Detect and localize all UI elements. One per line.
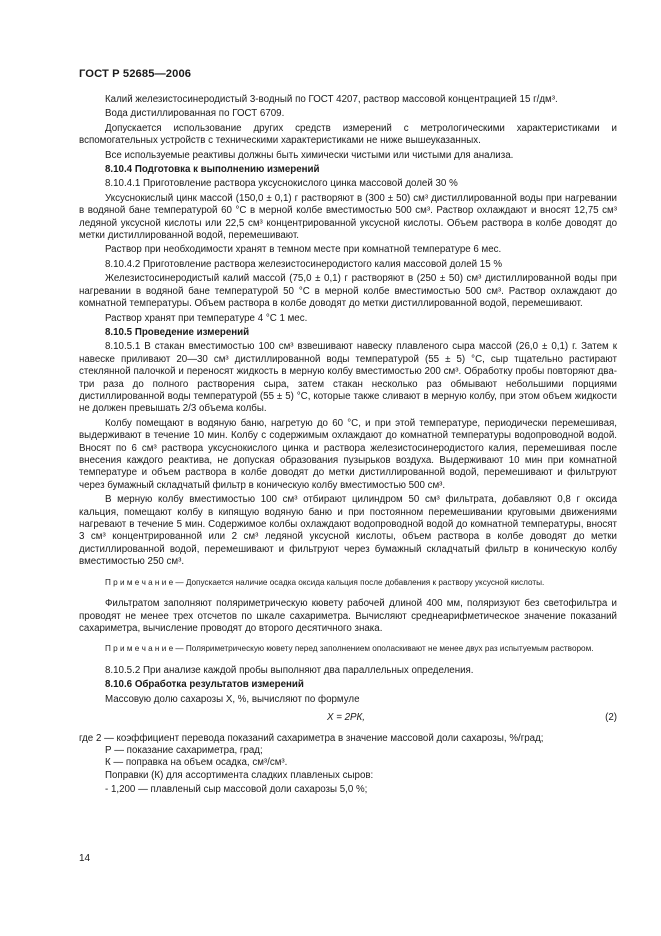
- formula-expression: Х = 2РК,: [327, 712, 365, 724]
- body-paragraph: 8.10.5.1 В стакан вместимостью 100 см³ взвешивают навеску плавленого сыра массой (26,0 ± 0,1) г. Затем к навеске приливают 20—30 см³ дистиллированной воды температурой (55 ± 5) °С, сыр тщательно растирают стеклянной палочкой и переносят жидкость в мерную колбу вместимостью 200 см³. Обработку пробы повторяют два-три раза до полного растворения сыра, затем стакан несколько раз обмывают небольшими порциями дистиллированной воды температурой (55 ± 5) °С, которые также сливают в мерную колбу, при этом объем жидкости не должен превышать 2/3 объема колбы.: [79, 341, 617, 415]
- section-heading: 8.10.5 Проведение измерений: [105, 326, 250, 338]
- body-paragraph: Железистосинеродистый калий массой (75,0 ± 0,1) г растворяют в (250 ± 50) см³ дистиллированной воды при нагревании в водяной бане температурой 50 °С в мерной колбе вместимостью 500 см³. Раствор охлаждают до комнатной температуры. Объем раствора в колбе доводят до метки дистиллированной водой, перемешивают.: [79, 273, 617, 310]
- body-paragraph: Фильтратом заполняют поляриметрическую кювету рабочей длиной 400 мм, поляризуют без светофильтра и проводят не менее трех отсчетов по шкале сахариметра. Вычисляют среднеарифметическое значение показаний сахариметра, вычисление проводят до второго десятичного знака.: [79, 598, 617, 635]
- section-heading: 8.10.4 Подготовка к выполнению измерений: [105, 164, 320, 176]
- body-paragraph: - 1,200 — плавленый сыр массовой доли сахарозы 5,0 %;: [105, 784, 368, 796]
- note-paragraph: П р и м е ч а н и е — Допускается наличие осадка оксида кальция после добавления к раствору уксусной кислоты.: [105, 577, 545, 587]
- body-paragraph: Допускается использование других средств измерений с метрологическими характеристиками и вспомогательных устройств с техническими характеристиками не ниже вышеуказанных.: [79, 122, 617, 147]
- formula-legend-item: Р — показание сахариметра, град;: [105, 745, 263, 757]
- body-paragraph: Раствор при необходимости хранят в темном месте при комнатной температуре 6 мес.: [105, 244, 502, 256]
- formula-number: (2): [605, 712, 617, 724]
- body-paragraph: 8.10.4.2 Приготовление раствора железистосинеродистого калия массовой долей 15 %: [105, 258, 502, 270]
- body-paragraph: 8.10.4.1 Приготовление раствора уксуснокислого цинка массовой долей 30 %: [105, 178, 458, 190]
- document-header: ГОСТ Р 52685—2006: [79, 68, 192, 80]
- body-paragraph: Поправки (К) для ассортимента сладких плавленых сыров:: [105, 769, 374, 781]
- body-paragraph: Калий железистосинеродистый 3-водный по ГОСТ 4207, раствор массовой концентрацией 15 г/дм³.: [105, 94, 558, 105]
- body-paragraph: Все используемые реактивы должны быть химически чистыми или чистыми для анализа.: [105, 149, 514, 161]
- body-paragraph: 8.10.5.2 При анализе каждой пробы выполняют два параллельных определения.: [105, 665, 474, 677]
- body-paragraph: Раствор хранят при температуре 4 °С 1 мес.: [105, 312, 308, 324]
- formula: [79, 712, 617, 724]
- document-body: [79, 94, 617, 797]
- page-number: 14: [79, 853, 91, 864]
- body-paragraph: Вода дистиллированная по ГОСТ 6709.: [105, 108, 285, 120]
- formula-legend-item: К — поправка на объем осадка, см³/см³.: [105, 757, 288, 769]
- formula-legend: где 2 — коэффициент перевода показаний сахариметра в значение массовой доли сахарозы, %/град;: [79, 732, 544, 744]
- body-paragraph: Массовую долю сахарозы Х, %, вычисляют по формуле: [105, 693, 360, 705]
- section-heading: 8.10.6 Обработка результатов измерений: [105, 679, 304, 691]
- body-paragraph: Колбу помещают в водяную баню, нагретую до 60 °С, и при этой температуре, периодически перемешивая, выдерживают в течение 10 мин. Колбу с содержимым охлаждают до комнатной температуры водопроводной водой. Вносят по 6 см³ раствора уксуснокислого цинка и раствора железистосинеродистого калия, перемешивая после внесения каждого реактива, не допуская образования пузырьков воздуха. Выдерживают 10 мин при комнатной температуре и объем раствора в колбе доводят до метки дистиллированной водой, перемешивают и фильтруют через бумажный складчатый фильтр в коническую колбу вместимостью 500 см³.: [79, 417, 617, 491]
- body-paragraph: Уксуснокислый цинк массой (150,0 ± 0,1) г растворяют в (300 ± 50) см³ дистиллированной воды при нагревании в водяной бане температурой 60 °С в мерной колбе вместимостью 500 см³. Раствор охлаждают и вносят 12,75 см³ ледяной уксусной кислоты или 22,5 см³ концентрированной уксусной кислоты. Объем раствора в колбе доводят до метки дистиллированной водой, перемешивают.: [79, 192, 617, 242]
- body-paragraph: В мерную колбу вместимостью 100 см³ отбирают цилиндром 50 см³ фильтрата, добавляют 0,8 г оксида кальция, помещают колбу в кипящую водяную баню и при постоянном перемешивании круговыми движениями нагревают в течение 5 мин. Содержимое колбы охлаждают водопроводной водой до комнатной температуры, вносят 3 см³ концентрированной или 2 см³ ледяной уксусной кислоты, объем раствора в колбе доводят до метки дистиллированной водой, перемешивают и фильтруют через бумажный складчатый фильтр в коническую колбу вместимостью 250 см³.: [79, 494, 617, 568]
- note-paragraph: П р и м е ч а н и е — Поляриметрическую кювету перед заполнением ополаскивают не менее двух раз испытуемым раствором.: [105, 644, 594, 654]
